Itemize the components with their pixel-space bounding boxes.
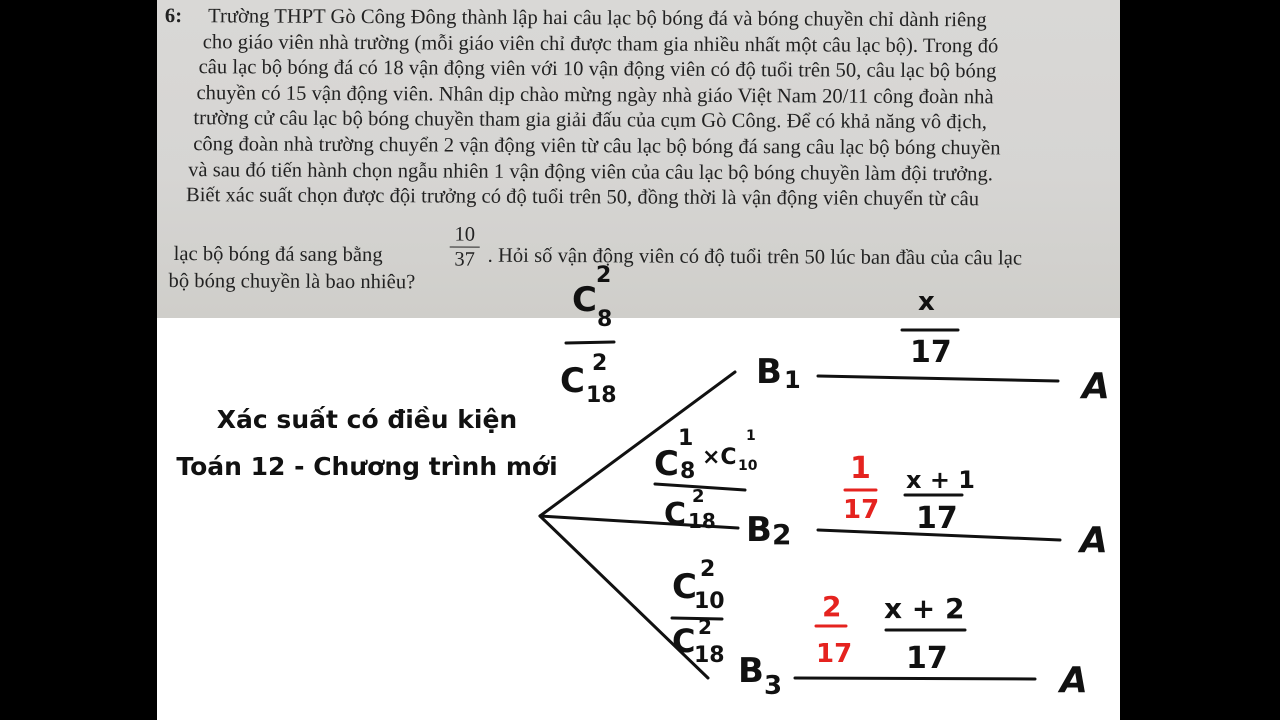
c-top-1-sub: 8 bbox=[597, 307, 613, 332]
p3-denominator: 17 bbox=[906, 641, 948, 676]
c-bottom-1: C bbox=[560, 361, 585, 401]
c-top-1-sup: 2 bbox=[596, 263, 612, 288]
caption-subtitle: Toán 12 - Chương trình mới bbox=[176, 452, 558, 481]
problem-line-3: câu lạc bộ bóng đá có 18 vận động viên với 10 vận động viên có độ tuổi trên 50, câu lạc bộ bóng bbox=[198, 56, 997, 83]
node-a-1: A bbox=[1082, 366, 1110, 407]
c-top-1: C bbox=[572, 280, 597, 320]
node-b1-sub: 1 bbox=[784, 366, 801, 394]
problem-line-7: và sau đó tiến hành chọn ngẫu nhiên 1 vận động viên của câu lạc bộ bóng chuyền làm đội trưởng. bbox=[188, 158, 994, 185]
edge-line-1 bbox=[818, 376, 1058, 381]
c-top-3: C bbox=[672, 567, 697, 607]
frac-bar-branch-1 bbox=[566, 342, 614, 343]
red-p3-numerator: 2 bbox=[822, 590, 842, 623]
edge-line-3 bbox=[795, 678, 1035, 679]
c-bottom-3-sub: 18 bbox=[694, 643, 725, 668]
node-b3: B bbox=[738, 651, 764, 691]
node-a-2: A bbox=[1080, 520, 1108, 561]
c-top-3-sup: 2 bbox=[700, 557, 716, 582]
c-times-2-sup: 1 bbox=[746, 428, 756, 444]
c-bottom-3: C bbox=[672, 622, 696, 660]
p2-denominator: 17 bbox=[916, 501, 958, 536]
red-p2-denominator: 17 bbox=[843, 495, 880, 525]
problem-line-6: công đoàn nhà trường chuyển 2 vận động viên từ câu lạc bộ bóng đá sang câu lạc bộ bóng chuyền bbox=[193, 133, 1001, 160]
c-bottom-2-sup: 2 bbox=[692, 486, 705, 507]
fraction-numerator: 10 bbox=[454, 223, 476, 246]
c-top-3-sub: 10 bbox=[694, 589, 725, 614]
p1-denominator: 17 bbox=[910, 335, 952, 370]
problem-line-10: bộ bóng chuyền là bao nhiêu? bbox=[168, 269, 416, 294]
problem-line-5: trường cử câu lạc bộ bóng chuyền tham gia giải đấu của cụm Gò Công. Để có khả năng vô địch, bbox=[193, 107, 988, 134]
c-top-2: C bbox=[654, 444, 679, 484]
c-times-2: ×C bbox=[702, 445, 737, 470]
c-times-2-sub: 10 bbox=[738, 458, 758, 474]
c-bottom-1-sub: 18 bbox=[586, 383, 617, 408]
fraction-suffix: . Hỏi số vận động viên có độ tuổi trên 50 lúc ban đầu của câu lạc bbox=[487, 244, 1023, 270]
c-bottom-2: C bbox=[664, 497, 687, 532]
fraction-denominator: 37 bbox=[454, 248, 476, 271]
red-p2-numerator: 1 bbox=[850, 451, 871, 486]
problem-line-8: Biết xác suất chọn được đội trưởng có độ tuổi trên 50, đồng thời là vận động viên chuyển từ câu bbox=[185, 184, 980, 211]
frac-bar-branch-3 bbox=[672, 618, 722, 619]
fraction-prefix: lạc bộ bóng đá sang bằng bbox=[173, 242, 383, 266]
caption-title: Xác suất có điều kiện bbox=[216, 405, 518, 434]
node-b2-sub: 2 bbox=[772, 518, 792, 551]
node-a-3: A bbox=[1060, 660, 1088, 701]
c-bottom-3-sup: 2 bbox=[698, 615, 712, 639]
c-bottom-1-sup: 2 bbox=[592, 351, 608, 376]
p3-numerator: x + 2 bbox=[884, 592, 965, 625]
p2-numerator: x + 1 bbox=[906, 466, 975, 494]
c-bottom-2-sub: 18 bbox=[688, 509, 716, 533]
p1-numerator: x bbox=[918, 287, 935, 317]
problem-line-2: cho giáo viên nhà trường (mỗi giáo viên chỉ được tham gia nhiều nhất một câu lạc bộ). Trong đó bbox=[202, 30, 999, 57]
c-top-2-sup: 1 bbox=[678, 426, 694, 451]
problem-number: 6: bbox=[164, 4, 183, 28]
node-b3-sub: 3 bbox=[764, 671, 783, 701]
node-b1: B bbox=[756, 352, 782, 392]
c-top-2-sub: 8 bbox=[680, 459, 696, 484]
red-p3-denominator: 17 bbox=[816, 639, 853, 669]
node-b2: B bbox=[746, 510, 772, 550]
problem-line-4: chuyền có 15 vận động viên. Nhân dịp chào mừng ngày nhà giáo Việt Nam 20/11 công đoàn nhà bbox=[196, 81, 994, 109]
problem-line-1: Trường THPT Gò Công Đông thành lập hai câu lạc bộ bóng đá và bóng chuyền chỉ dành riêng bbox=[208, 5, 987, 32]
